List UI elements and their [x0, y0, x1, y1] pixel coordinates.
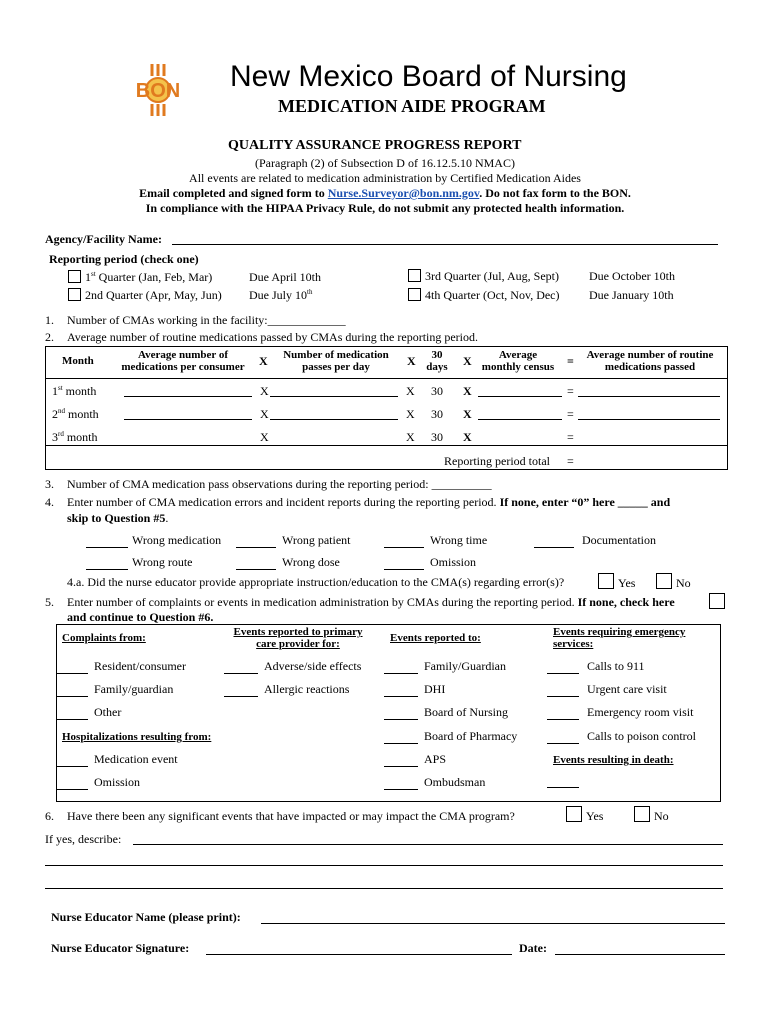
q5-num: 5.: [45, 595, 54, 609]
row2-x2: X: [406, 407, 415, 421]
row2-passes-field[interactable]: [270, 407, 398, 420]
q4-due: Due January 10th: [589, 288, 674, 302]
death-field[interactable]: [547, 775, 579, 788]
err-omission[interactable]: Omission: [384, 555, 476, 570]
th-routine: Average number of routine medications passed: [586, 349, 714, 373]
program-title: MEDICATION AIDE PROGRAM: [278, 96, 546, 116]
th-x2: X: [407, 354, 416, 368]
row2-avg-field[interactable]: [124, 407, 252, 420]
reporting-period-label: Reporting period (check one): [49, 252, 199, 266]
report-title: QUALITY ASSURANCE PROGRESS REPORT: [228, 138, 522, 153]
q4-text-2: skip to Question #5.: [67, 511, 169, 525]
death-heading: Events resulting in death:: [553, 754, 674, 766]
err-wrong-dose[interactable]: Wrong dose: [236, 555, 340, 570]
q1-text: Number of CMAs working in the facility:_____________: [67, 313, 346, 327]
ev-calls911[interactable]: Calls to 911: [547, 659, 645, 674]
educator-signature-field[interactable]: [206, 941, 512, 955]
err-wrong-route[interactable]: Wrong route: [86, 555, 193, 570]
row2-30: 30: [431, 407, 443, 421]
q3-num: 3.: [45, 477, 54, 491]
q4a-yes-checkbox[interactable]: [598, 573, 614, 589]
err-wrong-medication[interactable]: Wrong medication: [86, 533, 221, 548]
err-documentation[interactable]: Documentation: [534, 533, 656, 548]
describe-line-2[interactable]: [45, 853, 723, 866]
row1-result-field[interactable]: [578, 384, 720, 397]
q6-no-checkbox[interactable]: [634, 806, 650, 822]
q4-option[interactable]: 4th Quarter (Oct, Nov, Dec): [408, 288, 560, 303]
date-label: Date:: [519, 941, 547, 955]
ev-bon[interactable]: Board of Nursing: [384, 705, 508, 720]
row1-x1: X: [260, 384, 269, 398]
th-census: Average monthly census: [481, 349, 555, 373]
ev-allergic[interactable]: Allergic reactions: [224, 682, 349, 697]
th-x1: X: [259, 354, 268, 368]
row2-month: 2nd month: [52, 407, 99, 421]
email-note: Email completed and signed form to Nurse.Surveyor@bon.nm.gov. Do not fax form to the BON.: [139, 186, 631, 200]
row3-x3: X: [463, 430, 472, 444]
err-wrong-patient[interactable]: Wrong patient: [236, 533, 351, 548]
row1-x3: X: [463, 384, 472, 398]
row2-census-field[interactable]: [478, 407, 562, 420]
q3-text: Number of CMA medication pass observations during the reporting period: __________: [67, 477, 492, 491]
reported-to-heading: Events reported to:: [390, 632, 481, 644]
complaints-from-heading: Complaints from:: [62, 632, 146, 644]
date-field[interactable]: [555, 941, 725, 955]
all-events-note: All events are related to medication administration by Certified Medication Aides: [189, 171, 581, 185]
q2-option[interactable]: 2nd Quarter (Apr, May, Jun): [68, 288, 222, 303]
ev-ombudsman[interactable]: Ombudsman: [384, 775, 485, 790]
q6-no[interactable]: No: [634, 806, 669, 824]
row1-passes-field[interactable]: [270, 384, 398, 397]
describe-line-1[interactable]: [133, 832, 723, 845]
total-eq: =: [567, 454, 574, 468]
q4-text: Enter number of CMA medication errors and incident reports during the reporting period. If none, enter “0” here _____ and: [67, 495, 671, 509]
ev-er[interactable]: Emergency room visit: [547, 705, 693, 720]
ev-other[interactable]: Other: [56, 705, 121, 720]
th-eq: =: [567, 354, 574, 368]
logo-text: BON: [135, 80, 181, 102]
ev-bop[interactable]: Board of Pharmacy: [384, 729, 517, 744]
row3-30: 30: [431, 430, 443, 444]
primary-heading: Events reported to primary care provider for:: [233, 626, 363, 650]
ev-med-event[interactable]: Medication event: [56, 752, 178, 767]
bon-logo: [122, 62, 194, 118]
row2-eq: =: [567, 407, 574, 421]
ev-poison[interactable]: Calls to poison control: [547, 729, 696, 744]
q6-yes-checkbox[interactable]: [566, 806, 582, 822]
th-month: Month: [62, 355, 94, 367]
q5-text-2: and continue to Question #6.: [67, 610, 214, 624]
q1-option[interactable]: 1st Quarter (Jan, Feb, Mar): [68, 270, 212, 285]
ev-dhi[interactable]: DHI: [384, 682, 445, 697]
row3-x1: X: [260, 430, 269, 444]
ev-family-guardian[interactable]: Family/Guardian: [384, 659, 506, 674]
q6-describe-label: If yes, describe:: [45, 832, 122, 846]
q2-due: Due July 10th: [249, 288, 313, 302]
ev-omission[interactable]: Omission: [56, 775, 140, 790]
row2-x3: X: [463, 407, 472, 421]
q4a-no[interactable]: No: [656, 573, 691, 591]
hipaa-note: In compliance with the HIPAA Privacy Rule, do not submit any protected health information.: [145, 201, 625, 215]
q3-checkbox[interactable]: [408, 269, 421, 282]
paragraph-ref: (Paragraph (2) of Subsection D of 16.12.5.10 NMAC): [255, 156, 515, 170]
q2-text: Average number of routine medications passed by CMAs during the reporting period.: [67, 330, 479, 344]
th-days: days: [426, 361, 448, 373]
q6-yes[interactable]: Yes: [566, 806, 603, 824]
ev-family[interactable]: Family/guardian: [56, 682, 173, 697]
row1-avg-field[interactable]: [124, 384, 252, 397]
q4a-yes[interactable]: Yes: [598, 573, 635, 591]
q3-due: Due October 10th: [589, 269, 675, 283]
row1-x2: X: [406, 384, 415, 398]
q2-num: 2.: [45, 330, 54, 344]
q5-none-checkbox[interactable]: [709, 593, 725, 609]
ev-aps[interactable]: APS: [384, 752, 446, 767]
row3-x2: X: [406, 430, 415, 444]
err-wrong-time[interactable]: Wrong time: [384, 533, 487, 548]
row2-result-field[interactable]: [578, 407, 720, 420]
emergency-heading: Events requiring emergency services:: [553, 626, 686, 650]
row3-month: 3rd month: [52, 430, 98, 444]
table-header-divider: [45, 378, 727, 379]
q5-text: Enter number of complaints or events in medication administration by CMAs during the reporting period. If none, check here: [67, 595, 675, 609]
total-label: Reporting period total: [444, 454, 550, 468]
agency-label: Agency/Facility Name:: [45, 232, 162, 246]
q1-checkbox[interactable]: [68, 270, 81, 283]
ev-urgent[interactable]: Urgent care visit: [547, 682, 667, 697]
q2-checkbox[interactable]: [68, 288, 81, 301]
q4-checkbox[interactable]: [408, 288, 421, 301]
row1-30: 30: [431, 384, 443, 398]
row1-month: 1st month: [52, 384, 97, 398]
q4a-text: 4.a. Did the nurse educator provide appropriate instruction/education to the CMA(s) regarding error(s)?: [67, 575, 565, 589]
agency-field[interactable]: [172, 232, 718, 245]
ev-adverse[interactable]: Adverse/side effects: [224, 659, 361, 674]
educator-name-label: Nurse Educator Name (please print):: [51, 910, 241, 924]
hosp-heading: Hospitalizations resulting from:: [62, 731, 212, 743]
row1-eq: =: [567, 384, 574, 398]
q6-text: Have there been any significant events that have impacted or may impact the CMA program?: [67, 809, 515, 823]
describe-line-3[interactable]: [45, 876, 723, 889]
row3-eq: =: [567, 430, 574, 444]
th-x3: X: [463, 354, 472, 368]
th-avg-consumer: Average number of medications per consumer: [121, 349, 245, 373]
total-divider: [45, 445, 727, 446]
org-title: New Mexico Board of Nursing: [230, 60, 627, 93]
ev-resident[interactable]: Resident/consumer: [56, 659, 186, 674]
th-30: 30: [431, 349, 443, 361]
q4a-no-checkbox[interactable]: [656, 573, 672, 589]
q6-num: 6.: [45, 809, 54, 823]
th-passes: Number of medication passes per day: [283, 349, 389, 373]
q1-num: 1.: [45, 313, 54, 327]
email-link[interactable]: Nurse.Surveyor@bon.nm.gov: [327, 186, 480, 200]
q1-due: Due April 10th: [249, 270, 321, 284]
row2-x1: X: [260, 407, 269, 421]
q3-option[interactable]: 3rd Quarter (Jul, Aug, Sept): [408, 269, 559, 284]
educator-name-field[interactable]: [261, 910, 725, 924]
row1-census-field[interactable]: [478, 384, 562, 397]
educator-signature-label: Nurse Educator Signature:: [51, 941, 190, 955]
q4-num: 4.: [45, 495, 54, 509]
